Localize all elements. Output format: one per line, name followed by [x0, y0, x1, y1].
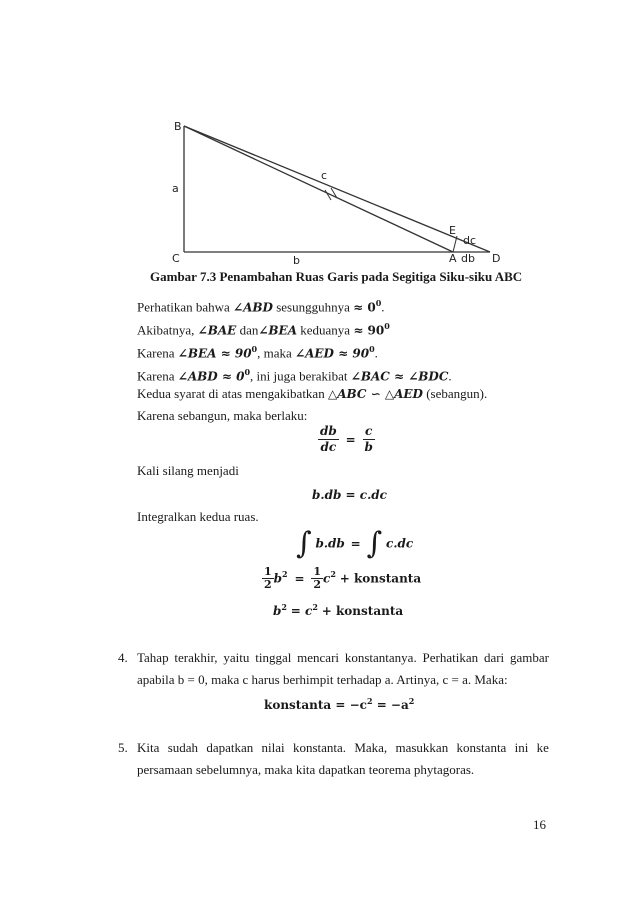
- item-4-word: Tahap: [137, 650, 169, 665]
- fraction-c-b: [363, 424, 375, 455]
- approx-ninety: ≈ 90: [353, 323, 385, 338]
- item-5-line-1: [137, 740, 549, 756]
- statement-line-5: [137, 386, 487, 402]
- label-db: db: [461, 252, 475, 265]
- label-dc: dc: [463, 234, 477, 247]
- l4-end: .: [448, 368, 452, 384]
- integral-equation: [296, 526, 413, 561]
- half-b-exp: 2: [282, 569, 288, 579]
- l2-text-c: keduanya: [300, 322, 351, 338]
- final-equation: [273, 602, 403, 618]
- item-5-word: konstanta.: [292, 740, 347, 755]
- item-5-word: konstanta: [456, 740, 507, 755]
- statement-line-6: Karena sebangun, maka berlaku:: [137, 408, 308, 423]
- angle-bea-approx: ∠BEA ≈ 90: [177, 346, 252, 361]
- statement-line-3: [137, 341, 378, 361]
- item-5-word: ke: [536, 740, 549, 755]
- statement-line-2: [137, 318, 390, 338]
- statement-line-8: Integralkan kedua ruas.: [137, 509, 259, 524]
- l2-degree: 0: [384, 321, 390, 331]
- item-4-word: dari: [483, 650, 505, 665]
- item-5-word: nilai: [261, 740, 285, 755]
- integral-sign-right: ∫: [366, 526, 383, 561]
- angle-bac-bdc: ∠BAC ≈ ∠BDC: [350, 369, 449, 384]
- final-b-exp: 2: [281, 602, 287, 612]
- item-4-word: konstantanya.: [344, 650, 417, 665]
- frac1-denominator: dc: [320, 440, 337, 454]
- item-5-line-2: persamaan sebelumnya, maka kita dapatkan teorema phytagoras.: [137, 762, 475, 777]
- item-4-word: gambar: [510, 650, 549, 665]
- angle-abd: ∠ABD: [233, 300, 273, 315]
- final-b: b: [273, 604, 282, 618]
- angle-abd-approx: ∠ABD ≈ 0: [177, 369, 245, 384]
- l1-text-b: sesungguhnya: [276, 299, 350, 315]
- label-b: b: [293, 254, 300, 267]
- similar-triangles: △ABC ∽ △AED: [327, 387, 423, 401]
- approx-zero: ≈ 0: [353, 300, 376, 315]
- triangle-figure: [160, 112, 510, 272]
- item-4-word: terakhir,: [174, 650, 218, 665]
- item-5-word: masukkan: [395, 740, 449, 755]
- konst-c-exp: 2: [366, 696, 373, 706]
- item-5-word: Maka,: [354, 740, 388, 755]
- final-konstanta: + konstanta: [321, 604, 404, 618]
- l4-degree: 0: [244, 367, 251, 377]
- half-equals: =: [294, 571, 305, 586]
- integral-left-term: b.db: [315, 536, 345, 551]
- final-c-exp: 2: [312, 602, 318, 612]
- item-4-number: 4.: [118, 650, 128, 665]
- l1-text-a: Perhatikan bahwa: [137, 299, 230, 315]
- half-left-num: 1: [264, 565, 272, 578]
- frac2-numerator: c: [363, 424, 375, 440]
- item-5-word: Kita: [137, 740, 160, 755]
- l3-end: .: [374, 345, 378, 361]
- angle-aed-approx: ∠AED ≈ 90: [295, 346, 370, 361]
- half-equation: [262, 566, 421, 591]
- item-5: [118, 740, 549, 778]
- hypotenuse-line: [184, 126, 453, 252]
- item-5-word: dapatkan: [206, 740, 254, 755]
- l1-degree: 0: [375, 298, 382, 308]
- item-4-word: mencari: [297, 650, 340, 665]
- konstanta-left: konstanta = −c: [264, 698, 367, 712]
- label-B: B: [174, 120, 182, 133]
- label-E: E: [449, 224, 456, 237]
- l3-text-b: , maka: [257, 345, 292, 361]
- extended-line: [184, 126, 490, 252]
- item-4-line-2: apabila b = 0, maka c harus berhimpit terhadap a. Artinya, c = a. Maka:: [137, 672, 508, 687]
- l3-degree-2: 0: [369, 344, 375, 354]
- l4-text-b: , ini juga berakibat: [250, 368, 348, 384]
- item-5-word: sudah: [167, 740, 199, 755]
- l2-text-b: dan: [239, 322, 259, 338]
- l5-text-b: (sebangun).: [426, 386, 488, 401]
- l1-end: .: [381, 299, 385, 315]
- label-C: C: [172, 252, 180, 265]
- half-fraction-left: [262, 566, 274, 591]
- konst-a-exp: 2: [408, 696, 415, 706]
- konstanta-equation: [264, 696, 414, 712]
- item-4: [118, 650, 549, 688]
- l2-text-a: Akibatnya,: [137, 322, 195, 338]
- item-5-number: 5.: [118, 740, 128, 755]
- item-5-word: ini: [514, 740, 529, 755]
- half-c-exp: 2: [330, 569, 336, 579]
- ratio-equation: [318, 424, 375, 455]
- half-right-den: 2: [313, 578, 321, 591]
- final-c: = c: [290, 604, 313, 618]
- statement-line-1: [137, 295, 385, 315]
- item-4-word: Perhatikan: [422, 650, 479, 665]
- statement-line-4: [137, 364, 452, 384]
- half-b: b: [273, 571, 283, 586]
- integral-right-term: c.dc: [386, 536, 414, 551]
- frac2-denominator: b: [364, 440, 373, 454]
- fraction-db-dc: [318, 424, 339, 455]
- angle-bea: ∠BEA: [258, 323, 297, 338]
- item-4-word: tinggal: [255, 650, 292, 665]
- item-4-word: yaitu: [223, 650, 250, 665]
- label-A: A: [449, 252, 457, 265]
- label-c: c: [321, 169, 328, 182]
- l5-text-a: Kedua syarat di atas mengakibatkan: [137, 386, 325, 401]
- frac1-numerator: db: [320, 424, 337, 438]
- l4-text-a: Karena: [137, 368, 175, 384]
- half-c: c: [323, 571, 331, 586]
- item-4-line-1: [137, 650, 549, 666]
- l3-degree-1: 0: [251, 344, 258, 354]
- konstanta-right: = −a: [376, 698, 409, 712]
- statement-line-7: Kali silang menjadi: [137, 463, 239, 478]
- l3-text-a: Karena: [137, 345, 175, 361]
- figure-caption: Gambar 7.3 Penambahan Ruas Garis pada Segitiga Siku-siku ABC: [150, 269, 523, 284]
- half-right-num: 1: [313, 565, 321, 578]
- label-a: a: [172, 182, 179, 195]
- angle-bae: ∠BAE: [197, 323, 237, 338]
- half-fraction-right: [311, 566, 323, 591]
- ratio-equals: =: [345, 432, 356, 447]
- integral-equals: =: [350, 536, 361, 551]
- half-left-den: 2: [264, 578, 272, 591]
- segment-ae: [453, 236, 457, 252]
- label-D: D: [492, 252, 501, 265]
- cross-equation: b.db = c.dc: [312, 488, 387, 502]
- half-konstanta: + konstanta: [339, 571, 422, 586]
- integral-sign-left: ∫: [296, 526, 312, 561]
- page-number: 16: [533, 817, 546, 832]
